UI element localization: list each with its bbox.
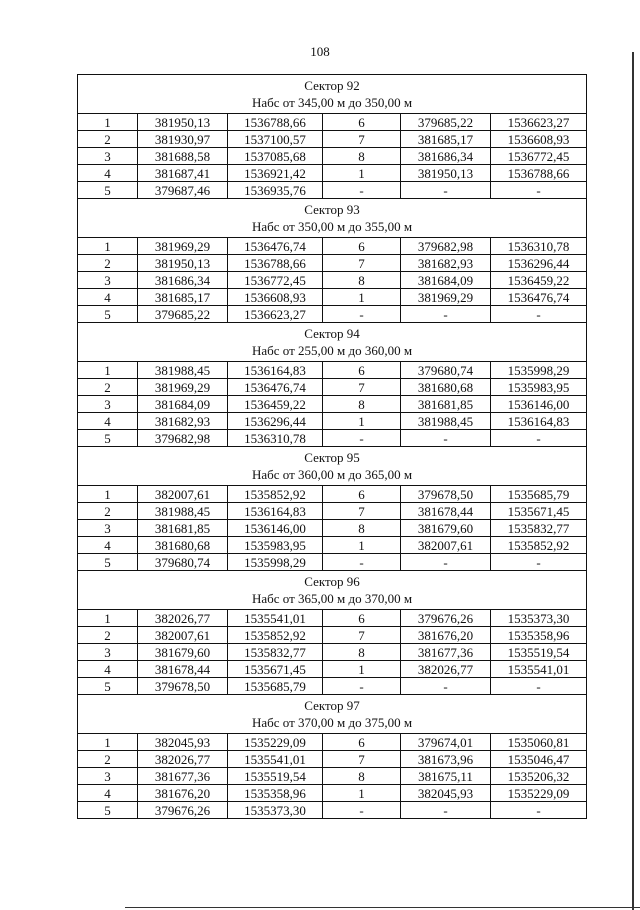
table-cell: 1 bbox=[323, 289, 401, 306]
table-cell: - bbox=[323, 430, 401, 447]
table-cell: 1535519,54 bbox=[228, 768, 323, 785]
table-cell: 8 bbox=[323, 644, 401, 661]
table-cell: 1535046,47 bbox=[491, 751, 587, 768]
sector-range: Набс от 360,00 м до 365,00 м bbox=[251, 467, 413, 482]
table-cell: 1536608,93 bbox=[491, 131, 587, 148]
table-cell: 4 bbox=[78, 537, 138, 554]
table-cell: 4 bbox=[78, 165, 138, 182]
table-cell: 1537085,68 bbox=[228, 148, 323, 165]
table-cell: 5 bbox=[78, 678, 138, 695]
table-cell: 1536459,22 bbox=[228, 396, 323, 413]
table-cell: 1535358,96 bbox=[491, 627, 587, 644]
table-cell: 1535852,92 bbox=[491, 537, 587, 554]
table-row bbox=[78, 396, 587, 413]
table-cell: 1535541,01 bbox=[491, 661, 587, 678]
table-cell: - bbox=[401, 554, 491, 571]
table-cell: 382007,61 bbox=[138, 486, 228, 503]
table-row bbox=[78, 644, 587, 661]
table-cell: 1536296,44 bbox=[228, 413, 323, 430]
table-cell: 1535229,09 bbox=[228, 734, 323, 751]
table-cell: 1536164,83 bbox=[228, 503, 323, 520]
table-cell: 381687,41 bbox=[138, 165, 228, 182]
table-cell: 381675,11 bbox=[401, 768, 491, 785]
table-cell: 1 bbox=[323, 165, 401, 182]
table-cell: - bbox=[401, 802, 491, 819]
table-cell: 381673,96 bbox=[401, 751, 491, 768]
table-cell: 1537100,57 bbox=[228, 131, 323, 148]
table-row bbox=[78, 627, 587, 644]
table-cell: 381950,13 bbox=[401, 165, 491, 182]
table-cell: 3 bbox=[78, 148, 138, 165]
table-cell: 7 bbox=[323, 503, 401, 520]
table-cell: 6 bbox=[323, 734, 401, 751]
table-cell: - bbox=[323, 802, 401, 819]
table-cell: 4 bbox=[78, 413, 138, 430]
table-cell: 1 bbox=[323, 413, 401, 430]
sector-range: Набс от 370,00 м до 375,00 м bbox=[251, 715, 413, 730]
table-cell: 381676,20 bbox=[138, 785, 228, 802]
table-cell: 8 bbox=[323, 148, 401, 165]
table-cell: 7 bbox=[323, 751, 401, 768]
coordinates-table bbox=[77, 74, 587, 819]
table-cell: 1 bbox=[78, 114, 138, 131]
sector-header-row bbox=[78, 323, 587, 362]
page-number: 108 bbox=[310, 44, 330, 59]
table-cell: 1535373,30 bbox=[228, 802, 323, 819]
table-cell: 6 bbox=[323, 362, 401, 379]
table-cell: 381688,58 bbox=[138, 148, 228, 165]
table-row bbox=[78, 610, 587, 627]
table-cell: 381681,85 bbox=[138, 520, 228, 537]
table-cell: 382045,93 bbox=[401, 785, 491, 802]
table-cell: 4 bbox=[78, 661, 138, 678]
table-cell: 379687,46 bbox=[138, 182, 228, 199]
table-cell: 2 bbox=[78, 503, 138, 520]
table-cell: 379685,22 bbox=[138, 306, 228, 323]
table-cell: 8 bbox=[323, 768, 401, 785]
table-cell: 1536146,00 bbox=[228, 520, 323, 537]
table-row bbox=[78, 785, 587, 802]
table-cell: 381685,17 bbox=[138, 289, 228, 306]
table-cell: 3 bbox=[78, 272, 138, 289]
table-cell: 1536623,27 bbox=[491, 114, 587, 131]
table-cell: 6 bbox=[323, 238, 401, 255]
table-cell: 379682,98 bbox=[138, 430, 228, 447]
table-cell: 379685,22 bbox=[401, 114, 491, 131]
table-row bbox=[78, 131, 587, 148]
sector-header bbox=[78, 199, 587, 238]
sector-header-row bbox=[78, 199, 587, 238]
table-cell: 379678,50 bbox=[138, 678, 228, 695]
table-row bbox=[78, 751, 587, 768]
table-cell: 1536921,42 bbox=[228, 165, 323, 182]
table-row bbox=[78, 362, 587, 379]
table-cell: 381685,17 bbox=[401, 131, 491, 148]
table-cell: 1536146,00 bbox=[491, 396, 587, 413]
table-cell: 1535541,01 bbox=[228, 751, 323, 768]
table-cell: 1 bbox=[323, 661, 401, 678]
table-cell: 381682,93 bbox=[138, 413, 228, 430]
table-cell: 1535998,29 bbox=[491, 362, 587, 379]
table-cell: 7 bbox=[323, 627, 401, 644]
table-row bbox=[78, 430, 587, 447]
table-cell: 1535060,81 bbox=[491, 734, 587, 751]
table-cell: 1536164,83 bbox=[228, 362, 323, 379]
table-cell: 381677,36 bbox=[401, 644, 491, 661]
table-cell: 381680,68 bbox=[138, 537, 228, 554]
table-row bbox=[78, 768, 587, 785]
table-cell: - bbox=[323, 182, 401, 199]
table-cell: 382007,61 bbox=[401, 537, 491, 554]
right-page-edge bbox=[632, 52, 634, 910]
table-row bbox=[78, 238, 587, 255]
table-row bbox=[78, 182, 587, 199]
table-cell: 3 bbox=[78, 520, 138, 537]
table-cell: 1535685,79 bbox=[491, 486, 587, 503]
table-cell: 6 bbox=[323, 486, 401, 503]
table-row bbox=[78, 537, 587, 554]
sector-title: Сектор 94 bbox=[304, 326, 360, 341]
table-cell: 1535852,92 bbox=[228, 627, 323, 644]
table-cell: 3 bbox=[78, 396, 138, 413]
sector-header bbox=[78, 571, 587, 610]
table-cell: 2 bbox=[78, 379, 138, 396]
table-cell: 382026,77 bbox=[138, 751, 228, 768]
table-cell: 379676,26 bbox=[401, 610, 491, 627]
table-cell: - bbox=[401, 306, 491, 323]
table-row bbox=[78, 289, 587, 306]
table-cell: 1535519,54 bbox=[491, 644, 587, 661]
table-cell: 381678,44 bbox=[138, 661, 228, 678]
table-cell: 8 bbox=[323, 396, 401, 413]
table-cell: 1535373,30 bbox=[491, 610, 587, 627]
table-cell: 2 bbox=[78, 255, 138, 272]
table-row bbox=[78, 148, 587, 165]
table-cell: - bbox=[323, 678, 401, 695]
table-cell: 5 bbox=[78, 182, 138, 199]
table-cell: 381969,29 bbox=[138, 238, 228, 255]
table-row bbox=[78, 802, 587, 819]
table-cell: - bbox=[491, 430, 587, 447]
table-cell: 1 bbox=[323, 537, 401, 554]
sector-range: Набс от 350,00 м до 355,00 м bbox=[251, 219, 413, 234]
table-cell: 2 bbox=[78, 751, 138, 768]
table-cell: 382026,77 bbox=[138, 610, 228, 627]
table-cell: 1 bbox=[78, 362, 138, 379]
table-cell: 379680,74 bbox=[138, 554, 228, 571]
sector-range: Набс от 365,00 м до 370,00 м bbox=[251, 591, 413, 606]
table-cell: 1535983,95 bbox=[491, 379, 587, 396]
table-cell: 3 bbox=[78, 644, 138, 661]
table-cell: 1535685,79 bbox=[228, 678, 323, 695]
table-cell: - bbox=[401, 182, 491, 199]
sector-header-row bbox=[78, 695, 587, 734]
table-cell: 8 bbox=[323, 520, 401, 537]
table-row bbox=[78, 165, 587, 182]
table-cell: 1535852,92 bbox=[228, 486, 323, 503]
table-cell: 1536623,27 bbox=[228, 306, 323, 323]
table-cell: 1535671,45 bbox=[228, 661, 323, 678]
table-row bbox=[78, 255, 587, 272]
table-cell: - bbox=[491, 306, 587, 323]
table-cell: 1535998,29 bbox=[228, 554, 323, 571]
sector-title: Сектор 95 bbox=[304, 450, 360, 465]
table-cell: 381988,45 bbox=[138, 362, 228, 379]
sector-title: Сектор 96 bbox=[304, 574, 360, 589]
table-cell: 381676,20 bbox=[401, 627, 491, 644]
table-cell: 1 bbox=[78, 610, 138, 627]
table-cell: 4 bbox=[78, 289, 138, 306]
table-cell: - bbox=[491, 182, 587, 199]
table-cell: 1 bbox=[78, 238, 138, 255]
table-cell: 1536788,66 bbox=[491, 165, 587, 182]
table-cell: 6 bbox=[323, 114, 401, 131]
table-row bbox=[78, 734, 587, 751]
table-cell: 381684,09 bbox=[138, 396, 228, 413]
table-cell: 5 bbox=[78, 430, 138, 447]
table-cell: 1536476,74 bbox=[228, 379, 323, 396]
table-cell: 1535832,77 bbox=[491, 520, 587, 537]
table-row bbox=[78, 503, 587, 520]
table-row bbox=[78, 661, 587, 678]
table-cell: 382007,61 bbox=[138, 627, 228, 644]
table-cell: 1536296,44 bbox=[491, 255, 587, 272]
table-cell: 8 bbox=[323, 272, 401, 289]
table-cell: 1536935,76 bbox=[228, 182, 323, 199]
table-cell: - bbox=[491, 554, 587, 571]
table-cell: 1536310,78 bbox=[491, 238, 587, 255]
table-cell: 1536788,66 bbox=[228, 255, 323, 272]
sector-range: Набс от 255,00 м до 360,00 м bbox=[251, 343, 413, 358]
table-cell: 381930,97 bbox=[138, 131, 228, 148]
table-cell: 1536772,45 bbox=[491, 148, 587, 165]
table-cell: 1 bbox=[78, 734, 138, 751]
table-cell: 382026,77 bbox=[401, 661, 491, 678]
table-cell: 1535832,77 bbox=[228, 644, 323, 661]
table-cell: 6 bbox=[323, 610, 401, 627]
table-cell: 1535358,96 bbox=[228, 785, 323, 802]
table-cell: - bbox=[491, 678, 587, 695]
table-cell: 379678,50 bbox=[401, 486, 491, 503]
table-cell: 381988,45 bbox=[138, 503, 228, 520]
table-row bbox=[78, 520, 587, 537]
table-cell: 1536459,22 bbox=[491, 272, 587, 289]
table-cell: 381679,60 bbox=[138, 644, 228, 661]
table-cell: 1536608,93 bbox=[228, 289, 323, 306]
table-cell: 4 bbox=[78, 785, 138, 802]
table-cell: 7 bbox=[323, 379, 401, 396]
table-cell: - bbox=[401, 430, 491, 447]
table-cell: 379680,74 bbox=[401, 362, 491, 379]
table-cell: 382045,93 bbox=[138, 734, 228, 751]
table-cell: 381677,36 bbox=[138, 768, 228, 785]
table-cell: - bbox=[491, 802, 587, 819]
table-cell: 381679,60 bbox=[401, 520, 491, 537]
table-cell: 1536476,74 bbox=[228, 238, 323, 255]
table-row bbox=[78, 554, 587, 571]
table-cell: 381681,85 bbox=[401, 396, 491, 413]
table-cell: 2 bbox=[78, 131, 138, 148]
sector-header bbox=[78, 75, 587, 114]
bottom-page-edge bbox=[125, 907, 640, 908]
sector-range: Набс от 345,00 м до 350,00 м bbox=[251, 95, 413, 110]
table-cell: 1536164,83 bbox=[491, 413, 587, 430]
table-cell: 381950,13 bbox=[138, 255, 228, 272]
table-cell: 2 bbox=[78, 627, 138, 644]
table-row bbox=[78, 379, 587, 396]
table-row bbox=[78, 306, 587, 323]
sector-header bbox=[78, 447, 587, 486]
sector-header bbox=[78, 695, 587, 734]
table-cell: 379682,98 bbox=[401, 238, 491, 255]
table-row bbox=[78, 272, 587, 289]
table-row bbox=[78, 114, 587, 131]
table-cell: 381969,29 bbox=[401, 289, 491, 306]
table-cell: 3 bbox=[78, 768, 138, 785]
table-cell: 381678,44 bbox=[401, 503, 491, 520]
table-cell: 1536476,74 bbox=[491, 289, 587, 306]
sector-title: Сектор 93 bbox=[304, 202, 360, 217]
table-cell: 1 bbox=[323, 785, 401, 802]
table-cell: 381686,34 bbox=[138, 272, 228, 289]
table-cell: 381686,34 bbox=[401, 148, 491, 165]
table-cell: 381950,13 bbox=[138, 114, 228, 131]
table-cell: 1535671,45 bbox=[491, 503, 587, 520]
table-cell: 7 bbox=[323, 255, 401, 272]
table-cell: - bbox=[401, 678, 491, 695]
table-cell: 1536310,78 bbox=[228, 430, 323, 447]
table-cell: 381684,09 bbox=[401, 272, 491, 289]
table-cell: 1536788,66 bbox=[228, 114, 323, 131]
table-cell: 5 bbox=[78, 306, 138, 323]
table-cell: 5 bbox=[78, 802, 138, 819]
sector-header-row bbox=[78, 447, 587, 486]
table-cell: 1535983,95 bbox=[228, 537, 323, 554]
table-cell: - bbox=[323, 306, 401, 323]
table-cell: 379676,26 bbox=[138, 802, 228, 819]
table-cell: 7 bbox=[323, 131, 401, 148]
table-cell: 381988,45 bbox=[401, 413, 491, 430]
table-cell: 381969,29 bbox=[138, 379, 228, 396]
table-row bbox=[78, 413, 587, 430]
table-cell: 1535541,01 bbox=[228, 610, 323, 627]
table-row bbox=[78, 678, 587, 695]
table-cell: 1535206,32 bbox=[491, 768, 587, 785]
sector-header-row bbox=[78, 571, 587, 610]
table-cell: 1536772,45 bbox=[228, 272, 323, 289]
table-cell: 1535229,09 bbox=[491, 785, 587, 802]
sector-header bbox=[78, 323, 587, 362]
table-cell: 381680,68 bbox=[401, 379, 491, 396]
table-row bbox=[78, 486, 587, 503]
table-cell: 1 bbox=[78, 486, 138, 503]
sector-title: Сектор 97 bbox=[304, 698, 360, 713]
sector-header-row bbox=[78, 75, 587, 114]
table-cell: 381682,93 bbox=[401, 255, 491, 272]
table-cell: 379674,01 bbox=[401, 734, 491, 751]
table-cell: 5 bbox=[78, 554, 138, 571]
table-cell: - bbox=[323, 554, 401, 571]
sector-title: Сектор 92 bbox=[304, 78, 360, 93]
